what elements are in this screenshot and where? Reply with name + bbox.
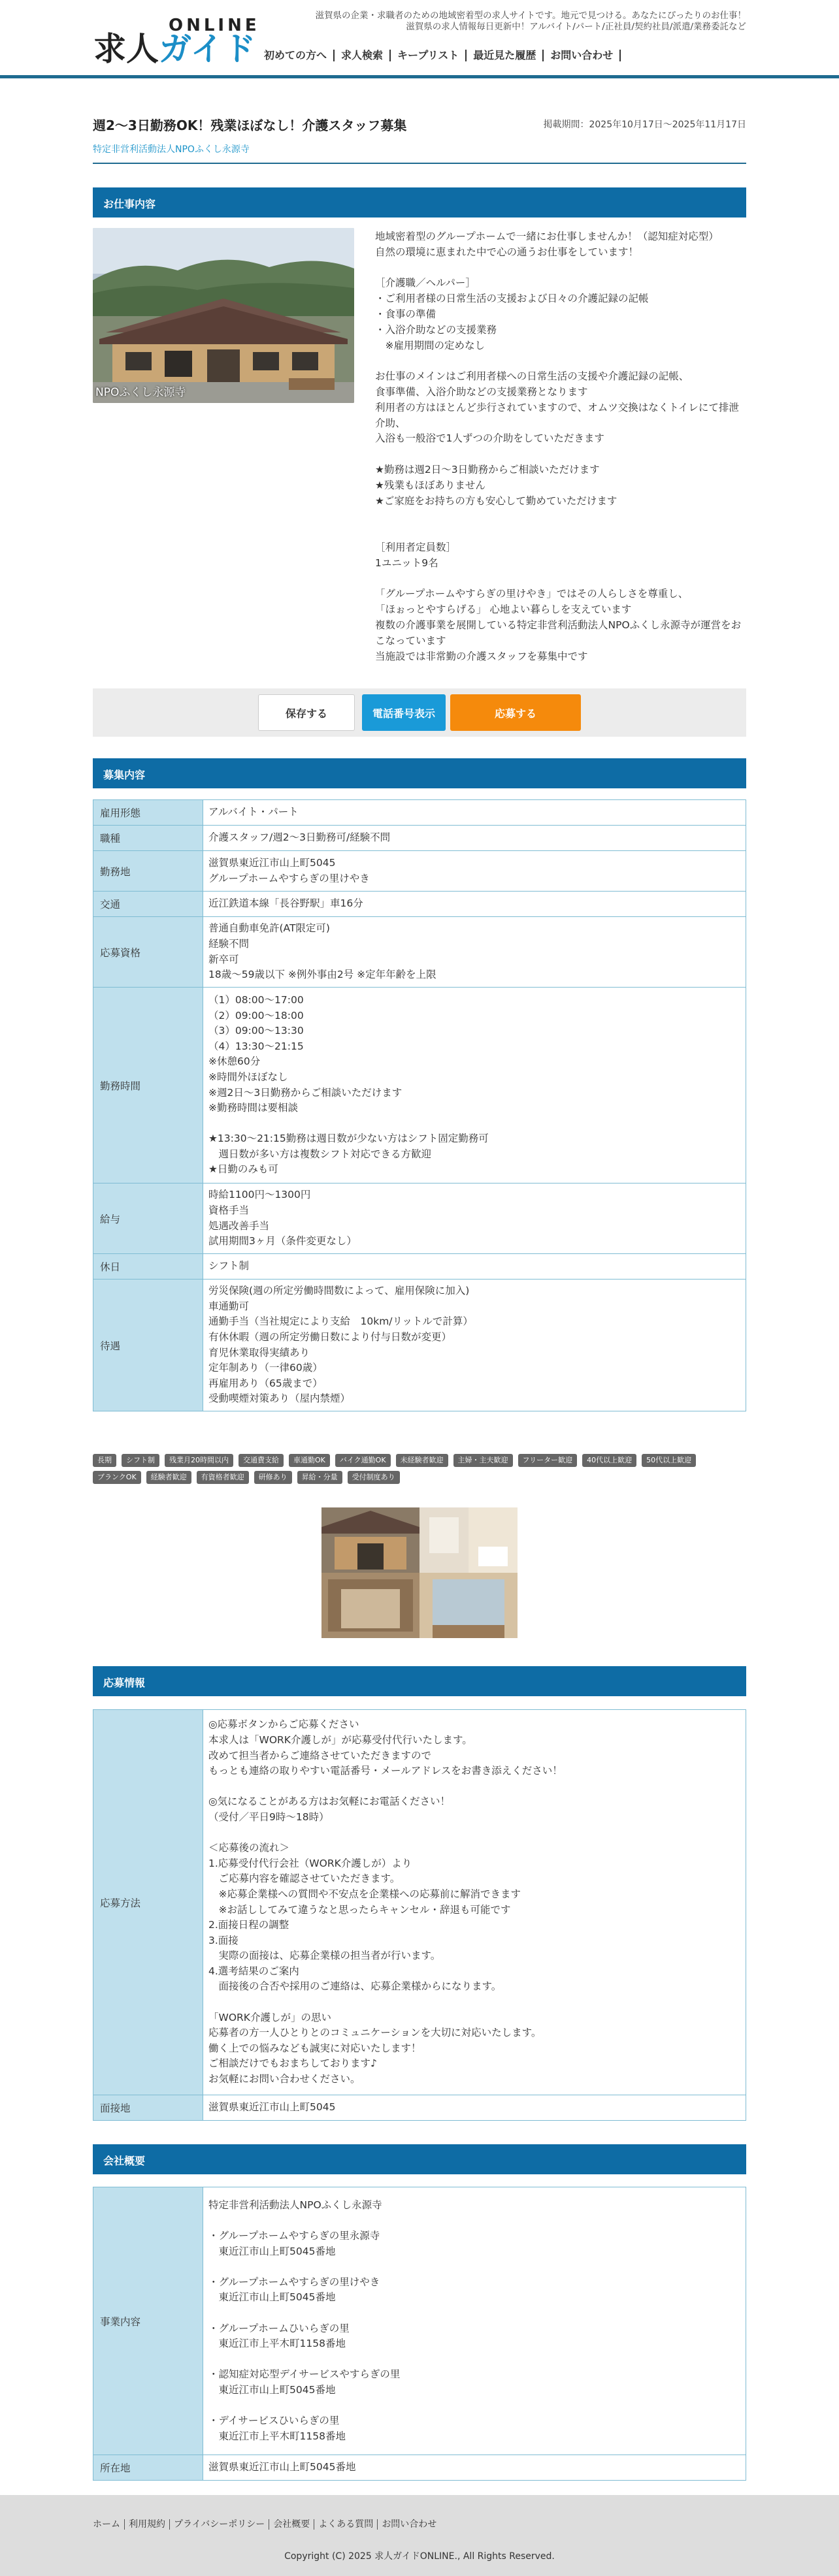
section-header-work: お仕事内容: [93, 187, 746, 217]
divider: [93, 163, 746, 164]
row-label: 職種: [93, 826, 203, 851]
row-value: 時給1100円〜1300円 資格手当 処遇改善手当 試用期間3ヶ月（条件変更なし）: [203, 1183, 746, 1254]
nav-item-search[interactable]: 求人検索: [335, 50, 391, 61]
row-label: 面接地: [93, 2095, 203, 2121]
tag[interactable]: 50代以上歓迎: [642, 1454, 696, 1467]
tag[interactable]: 昇給・分量: [297, 1471, 342, 1484]
row-label: 勤務地: [93, 851, 203, 892]
row-value: ◎応募ボタンからご応募ください 本求人は「WORK介護しが」が応募受付代行いたします。 改めて担当者からご連絡させていただきますので もっとも連絡の取りやすい電話番号・メールアドレスをお書き添えください！ ◎気になることがある方はお気軽にお電話ください！ （受付／平日9時〜18時） ＜応募後の流れ＞ 1.応募受付代行会社（WORK介護しが）より ご応募内容を確認させていただきます。 ※応募企業様への質問や不安点を企業様への応募前に解消できます ※お話ししてみて違うなと思ったらキャンセル・辞退も可能です 2.面接日程の調整 3.面接 実際の面接は、応募企業様の担当者が行います。 4.選考結果のご案内 面接後の合否や採用のご連絡は、応募企業様からになります。 「WORK介護しが」の思い 応募者の方一人ひとりとのコミュニケーションを大切に対応いたします。 働く上での悩みなども誠実に対応いたします！ ご相談だけでもおまちしております♪ お気軽にお問い合わせください。: [203, 1710, 746, 2095]
table-row: [93, 1710, 746, 2095]
tagline-line-2: 滋賀県の求人情報毎日更新中！アルバイト/パート/正社員/契約社員/派遣/業務委託など: [406, 22, 746, 32]
table-row: [93, 2095, 746, 2121]
row-label: 勤務時間: [93, 988, 203, 1183]
facility-interior-photo: [321, 1507, 518, 1638]
tag[interactable]: バイク通勤OK: [335, 1454, 391, 1467]
table-row: [93, 917, 746, 988]
photo-caption: NPOふくし永源寺: [95, 386, 186, 399]
row-value: シフト制: [203, 1254, 746, 1280]
tag[interactable]: 40代以上歓迎: [582, 1454, 636, 1467]
row-value: 介護スタッフ/週2〜3日勤務可/経験不問: [203, 826, 746, 851]
nav-item-contact[interactable]: お問い合わせ: [544, 50, 621, 61]
logo-guide: ガイド: [159, 30, 256, 68]
tag[interactable]: シフト制: [122, 1454, 159, 1467]
row-value: 滋賀県東近江市山上町5045 グループホームやすらぎの里けやき: [203, 851, 746, 892]
table-row: [93, 826, 746, 851]
section-header-company: 会社概要: [93, 2144, 746, 2174]
tag[interactable]: 受付制度あり: [348, 1471, 400, 1484]
row-value: アルバイト・パート: [203, 800, 746, 826]
show-phone-button[interactable]: 電話番号表示: [362, 694, 446, 731]
footer-link-contact[interactable]: お問い合わせ: [382, 2519, 437, 2530]
row-value: 普通自動車免許(AT限定可) 経験不問 新卒可 18歳〜59歳以下 ※例外事由2号 ※定年年齢を上限: [203, 917, 746, 988]
row-label: 交通: [93, 892, 203, 917]
company-table: [93, 2187, 746, 2481]
tag[interactable]: 交通費支給: [239, 1454, 284, 1467]
footer-link-terms[interactable]: 利用規約: [125, 2519, 170, 2530]
site-footer: [0, 2495, 839, 2576]
row-label: 雇用形態: [93, 800, 203, 826]
job-title: 週2〜3日勤務OK！残業ほぼなし！介護スタッフ募集: [93, 118, 407, 133]
save-button[interactable]: 保存する: [258, 694, 355, 731]
table-row: [93, 2187, 746, 2455]
posting-period: 掲載期間：2025年10月17日〜2025年11月17日: [543, 120, 746, 130]
facility-photo-image: [93, 228, 354, 403]
tag[interactable]: 主婦・主夫歓迎: [453, 1454, 513, 1467]
tag[interactable]: 経験者歓迎: [146, 1471, 191, 1484]
footer-link-home[interactable]: ホーム: [93, 2519, 125, 2530]
main-nav: [264, 50, 621, 61]
copyright: Copyright (C) 2025 求人ガイドONLINE., All Rights Reserved.: [284, 2551, 555, 2562]
action-bar: [93, 688, 746, 737]
logo-online-text: ONLINE: [169, 16, 260, 35]
job-header: [93, 115, 746, 134]
section-header-apply: 応募情報: [93, 1666, 746, 1696]
tag[interactable]: 研修あり: [254, 1471, 292, 1484]
row-value: （1）08:00〜17:00 （2）09:00〜18:00 （3）09:00〜13:30 （4）13:30〜21:15 ※休憩60分 ※時間外ほぼなし ※週2日〜3日勤務からご相談いただけます ※勤務時間は要相談 ★13:30〜21:15勤務は週日数が少ない方はシフト固定勤務可 週日数が多い方は複数シフト対応できる方歓迎 ★日勤のみも可: [203, 988, 746, 1183]
footer-link-company[interactable]: 会社概要: [269, 2519, 314, 2530]
row-label: 給与: [93, 1183, 203, 1254]
header-tagline: [316, 10, 746, 33]
section-header-recruit: 募集内容: [93, 758, 746, 788]
footer-link-privacy[interactable]: プライバシーポリシー: [170, 2519, 269, 2530]
logo-kyujin: 求人: [93, 30, 159, 68]
feature-tags: [93, 1454, 746, 1484]
tag[interactable]: 未経験者歓迎: [396, 1454, 448, 1467]
nav-item-history[interactable]: 最近見た履歴: [467, 50, 544, 61]
facility-photo: [93, 228, 354, 403]
logo-main-text: [93, 30, 256, 68]
tag[interactable]: ブランクOK: [93, 1471, 141, 1484]
interior-photo-image: [321, 1507, 518, 1638]
tag[interactable]: フリーター歓迎: [518, 1454, 578, 1467]
tag[interactable]: 有資格者歓迎: [197, 1471, 249, 1484]
row-label: 応募方法: [93, 1710, 203, 2095]
tagline-line-1: 滋賀県の企業・求職者のための地域密着型の求人サイトです。地元で見つける。あなたにぴったりのお仕事！: [315, 10, 746, 21]
tag[interactable]: 残業月20時間以内: [165, 1454, 233, 1467]
site-header: [0, 0, 839, 78]
table-row: [93, 988, 746, 1183]
employer-link[interactable]: 特定非営利活動法人NPOふくし永源寺: [93, 144, 250, 155]
table-row: [93, 1183, 746, 1254]
job-description: 地域密着型のグループホームで一緒にお仕事しませんか！（認知症対応型） 自然の環境に恵まれた中で心の通うお仕事をしています！ ［介護職／ヘルパー］ ・ご利用者様の日常生活の支援および日々の介護記録の記帳 ・食事の準備 ・入浴介助などの支援業務 ※雇用期間の定めなし お仕事のメインはご利用者様への日常生活の支援や介護記録の記帳、 食事準備、入浴介助などの支援業務となります 利用者の方はほとんど歩行されていますので、オムツ交換はなくトイレにて排泄介助、 入浴も一般浴で1人ずつの介助をしていただきます ★勤務は週2日〜3日勤務からご相談いただけます ★残業もほぼありません ★ご家庭をお持ちの方も安心して勤めていただけます ［利用者定員数］ 1ユニット9名 「グループホームやすらぎの里けやき」ではその人らしさを尊重し、 「ほぉっとやすらげる」 心地よい暮らしを支えています 複数の介護事業を展開している特定非営利活動法人NPOふくし永源寺が運営をおこなっています 当施設では非常勤の介護スタッフを募集中です: [375, 231, 742, 662]
footer-link-faq[interactable]: よくある質問: [314, 2519, 378, 2530]
site-logo[interactable]: [93, 13, 260, 68]
row-value: 近江鉄道本線「長谷野駅」車16分: [203, 892, 746, 917]
row-value: 滋賀県東近江市山上町5045番地: [203, 2455, 746, 2481]
recruit-table: [93, 799, 746, 1411]
apply-table: [93, 1709, 746, 2121]
tag[interactable]: 車通勤OK: [289, 1454, 330, 1467]
table-row: [93, 892, 746, 917]
table-row: [93, 2455, 746, 2481]
footer-links: [93, 2517, 440, 2530]
table-row: [93, 1280, 746, 1411]
nav-item-keep-list[interactable]: キープリスト: [391, 50, 467, 61]
row-value: 滋賀県東近江市山上町5045: [203, 2095, 746, 2121]
row-label: 所在地: [93, 2455, 203, 2481]
tag[interactable]: 長期: [93, 1454, 116, 1467]
apply-button[interactable]: 応募する: [450, 694, 581, 731]
row-value: 労災保険(週の所定労働時間数によって、雇用保険に加入) 車通勤可 通勤手当（当社規定により支給 10km/リットルで計算） 有休休暇（週の所定労働日数により付与日数が変更） 育児休業取得実績あり 定年制あり（一律60歳） 再雇用あり（65歳まで） 受動喫煙対策あり（屋内禁煙）: [203, 1280, 746, 1411]
row-value: 特定非営利活動法人NPOふくし永源寺 ・グループホームやすらぎの里永源寺 東近江市山上町5045番地 ・グループホームやすらぎの里けやき 東近江市山上町5045番地 ・グループホームひいらぎの里 東近江市上平木町1158番地 ・認知症対応型デイサービスやすらぎの里 東近江市山上町5045番地 ・デイサービスひいらぎの里 東近江市上平木町1158番地: [203, 2187, 746, 2455]
table-row: [93, 1254, 746, 1280]
table-row: [93, 800, 746, 826]
row-label: 応募資格: [93, 917, 203, 988]
row-label: 待遇: [93, 1280, 203, 1411]
row-label: 休日: [93, 1254, 203, 1280]
table-row: [93, 851, 746, 892]
nav-item-beginners[interactable]: 初めての方へ: [264, 50, 335, 61]
row-label: 事業内容: [93, 2187, 203, 2455]
